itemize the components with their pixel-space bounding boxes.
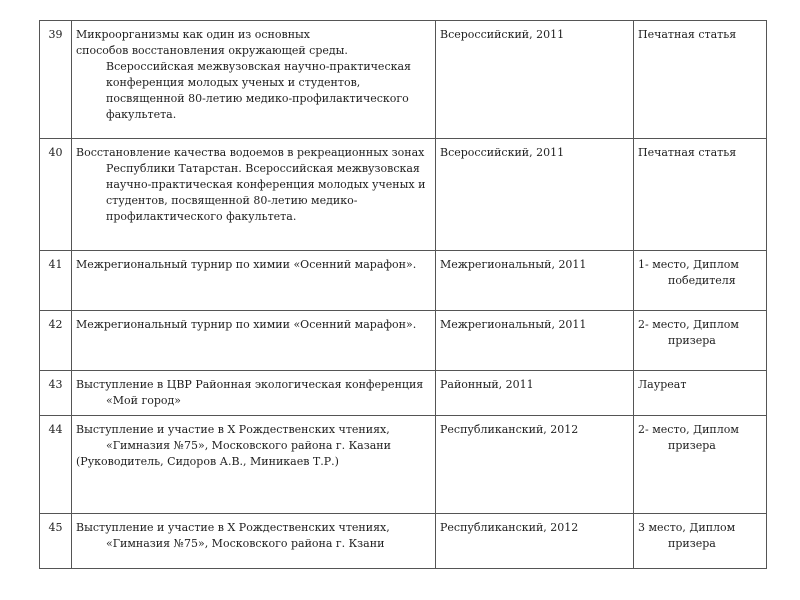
title-line: (Руководитель, Сидоров А.В., Миникаев Т.Р.): [76, 455, 339, 468]
row-number: 41: [40, 251, 72, 311]
result-text: Печатная статья: [638, 146, 737, 159]
title-line: Всероссийская межвузовская научно-практическая конференция молодых ученых и студентов, посвященной 80-летию медико-профилактического факультета.: [106, 60, 411, 121]
row-number: 43: [40, 371, 72, 416]
event-result: [634, 21, 767, 139]
result-text: 2- место, Диплом призера: [638, 318, 739, 347]
title-line: способов восстановления окружающей среды.: [76, 44, 348, 57]
event-level: Республиканский, 2012: [436, 416, 634, 514]
table-row: [40, 514, 767, 569]
event-title: [72, 416, 436, 514]
event-level: Межрегиональный, 2011: [436, 251, 634, 311]
event-title: [72, 514, 436, 569]
event-level: Республиканский, 2012: [436, 514, 634, 569]
title-line: Микроорганизмы как один из основных: [76, 28, 310, 41]
event-level: Районный, 2011: [436, 371, 634, 416]
row-number: 44: [40, 416, 72, 514]
title-line: Выступление и участие в X Рождественских чтениях, «Гимназия №75», Московского района г. Кзани: [76, 521, 390, 550]
event-level: Всероссийский, 2011: [436, 21, 634, 139]
result-text: 3 место, Диплом призера: [638, 521, 736, 550]
event-result: [634, 416, 767, 514]
table-row: [40, 139, 767, 251]
event-title: [72, 251, 436, 311]
event-result: [634, 251, 767, 311]
event-level: Всероссийский, 2011: [436, 139, 634, 251]
table-row: [40, 21, 767, 139]
result-text: Печатная статья: [638, 28, 737, 41]
title-line: Восстановление качества водоемов в рекреационных зонах Республики Татарстан. Всероссийская межвузовская научно-практическая конференция молодых ученых и студентов, посвященной 80-летию медико-профилактического факультета.: [76, 146, 426, 223]
event-title: [72, 21, 436, 139]
row-number: 42: [40, 311, 72, 371]
title-line: Выступление в ЦВР Районная экологическая конференция «Мой город»: [76, 378, 424, 407]
table-row: [40, 416, 767, 514]
result-text: Лауреат: [638, 378, 687, 391]
event-result: [634, 139, 767, 251]
event-title: [72, 139, 436, 251]
row-number: 40: [40, 139, 72, 251]
result-text: 1- место, Диплом победителя: [638, 258, 739, 287]
title-line: Выступление и участие в X Рождественских чтениях, «Гимназия №75», Московского района г. Казани: [76, 423, 391, 452]
event-level: Межрегиональный, 2011: [436, 311, 634, 371]
achievements-table: [39, 20, 767, 569]
row-number: 45: [40, 514, 72, 569]
event-title: [72, 311, 436, 371]
event-title: [72, 371, 436, 416]
table-row: [40, 311, 767, 371]
result-text: 2- место, Диплом призера: [638, 423, 739, 452]
event-result: [634, 514, 767, 569]
row-number: 39: [40, 21, 72, 139]
title-line: Межрегиональный турнир по химии «Осенний марафон».: [76, 318, 417, 331]
table-row: [40, 371, 767, 416]
event-result: [634, 371, 767, 416]
table-row: [40, 251, 767, 311]
event-result: [634, 311, 767, 371]
title-line: Межрегиональный турнир по химии «Осенний марафон».: [76, 258, 417, 271]
